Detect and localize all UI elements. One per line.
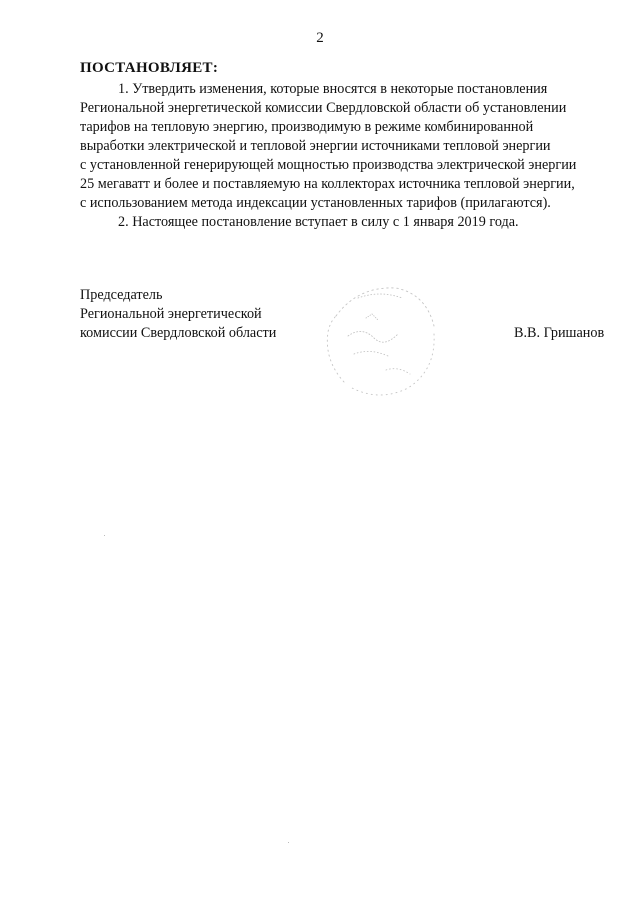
paragraph-1-line: 25 мегаватт и более и поставляемую на коллекторах источника тепловой энергии, bbox=[80, 176, 575, 192]
page-number: 2 bbox=[316, 30, 324, 46]
signer-name: В.В. Гришанов bbox=[514, 325, 605, 341]
signature-title-block bbox=[80, 286, 276, 343]
paragraph-1-line: с установленной генерирующей мощностью производства электрической энергии bbox=[80, 157, 577, 173]
paragraph-1-line: Региональной энергетической комиссии Свердловской области об установлении bbox=[80, 100, 567, 116]
resolution-heading: ПОСТАНОВЛЯЕТ: bbox=[80, 60, 219, 76]
signature-title-line: комиссии Свердловской области bbox=[80, 325, 277, 341]
paragraph-1-line: 1. Утвердить изменения, которые вносятся в некоторые постановления bbox=[118, 81, 548, 97]
official-stamp-icon bbox=[318, 278, 442, 402]
paragraph-1-line: тарифов на тепловую энергию, производимую в режиме комбинированной bbox=[80, 119, 534, 135]
paragraph-2: 2. Настоящее постановление вступает в силу с 1 января 2019 года. bbox=[118, 214, 519, 230]
resolution-body bbox=[80, 80, 610, 232]
signature-title-line: Региональной энергетической bbox=[80, 306, 262, 322]
paragraph-1-line: с использованием метода индексации установленных тарифов (прилагаются). bbox=[80, 195, 551, 211]
signature-title-line: Председатель bbox=[80, 287, 163, 303]
scan-speck bbox=[288, 842, 289, 843]
paragraph-1 bbox=[80, 80, 610, 213]
paragraph-1-line: выработки электрической и тепловой энергии источниками тепловой энергии bbox=[80, 138, 551, 154]
scan-speck bbox=[104, 535, 105, 536]
